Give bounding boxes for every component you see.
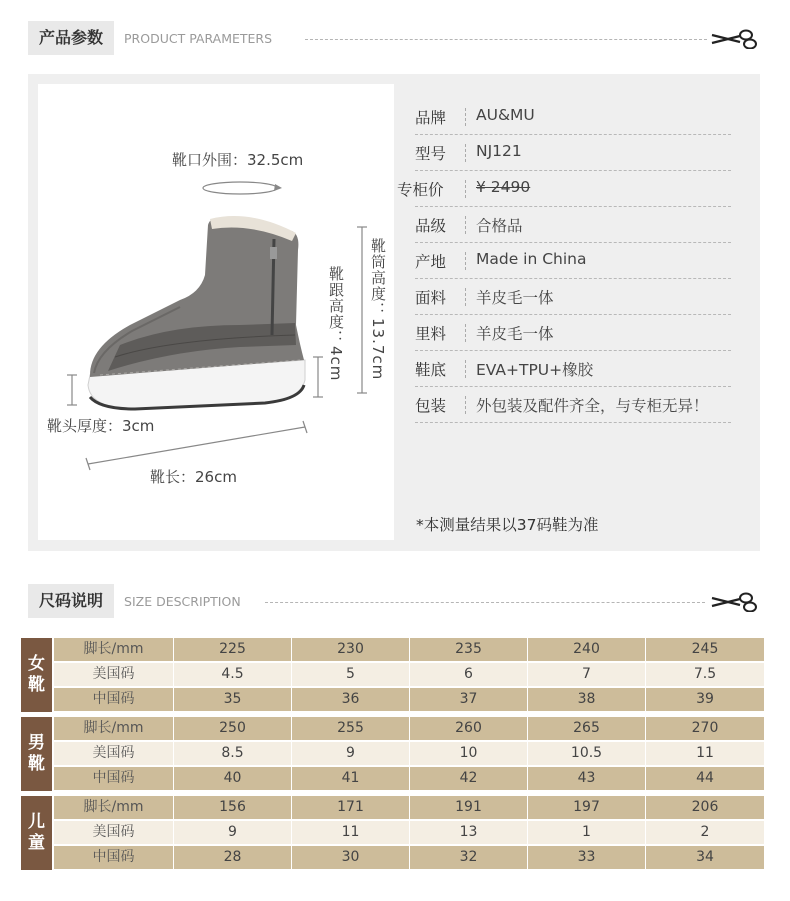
- size-group-children: [21, 796, 769, 870]
- table-cell: 265: [528, 717, 646, 740]
- table-cell: 40: [174, 767, 292, 790]
- table-row: [54, 796, 764, 819]
- table-cell: 250: [174, 717, 292, 740]
- table-cell: 9: [174, 821, 292, 844]
- table-cell: 33: [528, 846, 646, 869]
- boot-length-label: 靴长：26cm: [150, 468, 237, 486]
- param-value: 羊皮毛一体: [476, 289, 554, 307]
- table-cell: 13: [410, 821, 528, 844]
- params-divider-line: [305, 39, 707, 40]
- table-cell: 255: [292, 717, 410, 740]
- param-row-origin: [415, 242, 731, 279]
- table-cell: 270: [691, 720, 719, 736]
- param-separator: [465, 144, 466, 162]
- param-separator: [465, 396, 466, 414]
- table-cell: 28: [174, 846, 292, 869]
- param-value: EVA+TPU+橡胶: [476, 361, 594, 379]
- table-row: [54, 767, 764, 790]
- measurement-note: *本测量结果以37码鞋为准: [416, 516, 599, 534]
- size-group-label: 女靴: [21, 638, 52, 712]
- table-cell: 44: [696, 770, 714, 786]
- table-cell: 156: [174, 796, 292, 819]
- param-label: 里料: [415, 325, 447, 343]
- shaft-height-label: 靴筒高度：13.7cm: [369, 238, 387, 381]
- size-group-label: 男靴: [21, 717, 52, 791]
- row-label: 美国码: [54, 742, 174, 765]
- param-value: 羊皮毛一体: [476, 325, 554, 343]
- param-row-model: [415, 134, 731, 171]
- param-label: 包装: [415, 397, 447, 415]
- opening-circumference-label: 靴口外围：32.5cm: [172, 151, 304, 169]
- table-cell: 191: [410, 796, 528, 819]
- param-label: 专柜价: [397, 181, 444, 199]
- param-value: Made in China: [476, 250, 587, 268]
- table-cell: 37: [410, 688, 528, 711]
- param-separator: [465, 360, 466, 378]
- size-section-subtitle: SIZE DESCRIPTION: [124, 593, 241, 609]
- table-row: [54, 717, 764, 740]
- table-cell: 230: [292, 638, 410, 661]
- table-cell: 6: [410, 663, 528, 686]
- param-separator: [465, 324, 466, 342]
- param-row-upper-material: [415, 278, 731, 315]
- param-label: 型号: [415, 145, 447, 163]
- table-cell: 171: [292, 796, 410, 819]
- param-label: 产地: [415, 253, 447, 271]
- param-row-brand: [415, 98, 731, 135]
- table-cell: 32: [410, 846, 528, 869]
- param-row-lining: [415, 314, 731, 351]
- row-label: 中国码: [54, 767, 174, 790]
- table-cell: 43: [528, 767, 646, 790]
- param-row-counter-price: [397, 170, 731, 207]
- table-cell: 42: [410, 767, 528, 790]
- table-cell: 206: [691, 799, 719, 815]
- row-label: 中国码: [54, 688, 174, 711]
- scissors-icon: [710, 29, 758, 49]
- table-cell: 225: [174, 638, 292, 661]
- param-separator: [465, 108, 466, 126]
- table-cell: 7: [528, 663, 646, 686]
- param-row-packaging: [415, 386, 731, 423]
- param-value: NJ121: [476, 142, 522, 160]
- table-cell: 41: [292, 767, 410, 790]
- size-section-header: [28, 584, 241, 618]
- row-label: 美国码: [54, 663, 174, 686]
- size-group-label: 儿童: [21, 796, 52, 870]
- table-row: [54, 688, 764, 711]
- table-row: [54, 742, 764, 765]
- table-cell: 4.5: [174, 663, 292, 686]
- size-group-men: [21, 717, 769, 791]
- param-label: 鞋底: [415, 361, 447, 379]
- param-value: AU&MU: [476, 106, 535, 124]
- param-separator: [465, 252, 466, 270]
- table-cell: 38: [528, 688, 646, 711]
- row-label: 脚长/mm: [54, 796, 174, 819]
- table-cell: 240: [528, 638, 646, 661]
- param-separator: [465, 216, 466, 234]
- table-cell: 34: [696, 849, 714, 865]
- param-row-sole: [415, 350, 731, 387]
- scissors-icon: [710, 592, 758, 612]
- table-cell: 235: [410, 638, 528, 661]
- row-label: 美国码: [54, 821, 174, 844]
- table-cell: 36: [292, 688, 410, 711]
- table-cell: 10: [410, 742, 528, 765]
- table-cell: 39: [696, 691, 714, 707]
- param-label: 品级: [415, 217, 447, 235]
- size-section-title: 尺码说明: [28, 584, 114, 618]
- params-section-subtitle: PRODUCT PARAMETERS: [124, 30, 273, 46]
- table-cell: 1: [528, 821, 646, 844]
- param-separator: [465, 288, 466, 306]
- param-separator: [465, 180, 466, 198]
- param-value: ¥ 2490: [476, 178, 531, 196]
- table-cell: 35: [174, 688, 292, 711]
- params-section-title: 产品参数: [28, 21, 114, 55]
- table-cell: 260: [410, 717, 528, 740]
- size-group-women: [21, 638, 769, 712]
- table-row: [54, 663, 764, 686]
- param-value: 合格品: [476, 217, 523, 235]
- table-cell: 5: [292, 663, 410, 686]
- param-label: 品牌: [415, 109, 447, 127]
- row-label: 中国码: [54, 846, 174, 869]
- row-label: 脚长/mm: [54, 717, 174, 740]
- size-divider-line: [265, 602, 705, 603]
- heel-height-label: 靴跟高度：4cm: [327, 266, 345, 382]
- toe-thickness-label: 靴头厚度：3cm: [47, 417, 155, 435]
- table-cell: 10.5: [528, 742, 646, 765]
- table-cell: 197: [528, 796, 646, 819]
- table-cell: 7.5: [693, 666, 717, 682]
- table-row: [54, 821, 764, 844]
- table-cell: 30: [292, 846, 410, 869]
- param-row-grade: [415, 206, 731, 243]
- table-cell: 9: [292, 742, 410, 765]
- row-label: 脚长/mm: [54, 638, 174, 661]
- table-row: [54, 846, 764, 869]
- table-row: [54, 638, 764, 661]
- params-section-header: [28, 21, 272, 55]
- table-cell: 245: [691, 641, 719, 657]
- param-label: 面料: [415, 289, 447, 307]
- param-value: 外包装及配件齐全，与专柜无异！: [476, 397, 709, 415]
- table-cell: 11: [696, 745, 714, 761]
- table-cell: 2: [700, 824, 710, 840]
- table-cell: 11: [292, 821, 410, 844]
- table-cell: 8.5: [174, 742, 292, 765]
